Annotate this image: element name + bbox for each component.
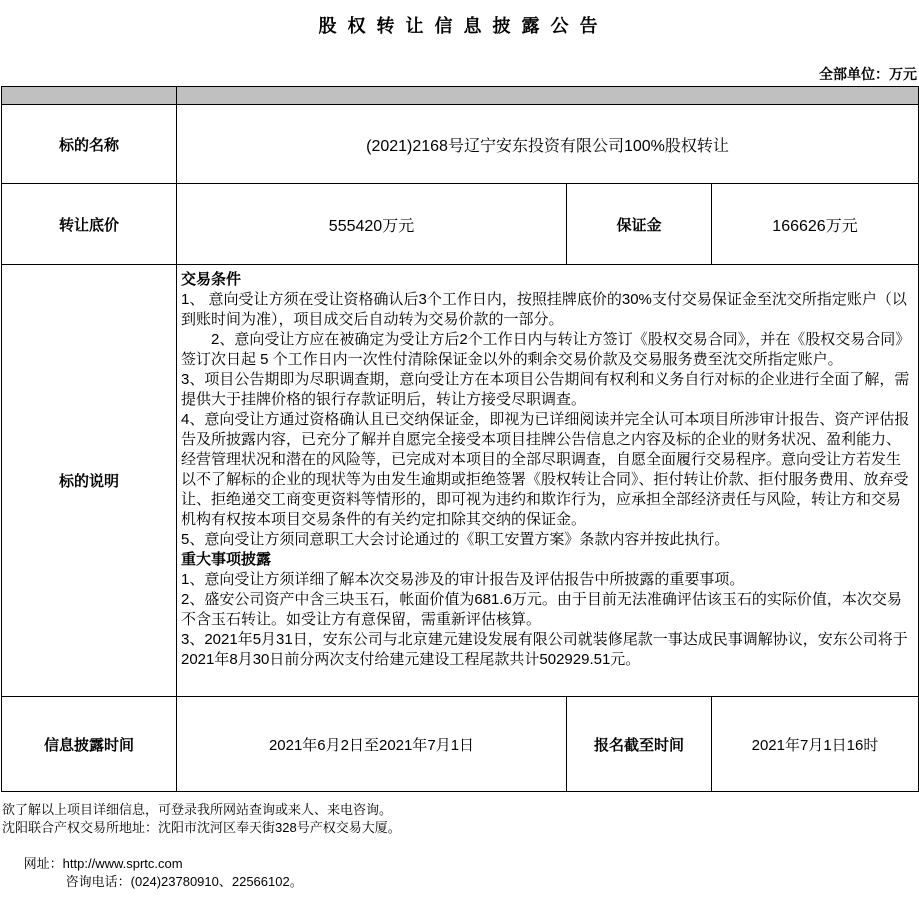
condition-item-4: 4、意向受让方通过资格确认且已交纳保证金，即视为已详细阅读并完全认可本项目所涉审计报告、资产评估报告及所披露内容，已充分了解并自愿完全接受本项目挂牌公告信息之内容及标的企业的财务状况、盈利能力、经营管理状况和潜在的风险等，已完成对本项目的全部尽职调查，自愿全面履行交易程序。意向受让方若发生以不了解标的企业的现状等为由发生逾期或拒绝签署《股权转让合同》、拒付转让价款、拒付服务费用、放弃受让、拒绝递交工商变更资料等情形的，即可视为违约和欺诈行为，应承担全部经济责任与风险，转让方和交易机构有权按本项目交易条件的有关约定扣除其交纳的保证金。 [181,411,910,528]
major-item-2: 2、盛安公司资产中含三块玉石，帐面价值为681.6万元。由于目前无法准确评估该玉石的实际价值，本次交易不含玉石转让。如受让方有意保留，需重新评估核算。 [181,591,902,628]
disclosure-time-value: 2021年6月2日至2021年7月1日 [177,697,567,792]
disclosure-table [1,86,919,792]
announcement-page [0,12,919,889]
condition-item-3: 3、项目公告期即为尽职调查期，意向受让方在本项目公告期间有权利和义务自行对标的企业进行全面了解，需提供大于挂牌价格的银行存款证明后，转让方接受尽职调查。 [181,371,910,408]
time-row [2,697,919,792]
subject-name-row [2,105,919,184]
major-disclosure-heading: 重大事项披露 [181,551,272,568]
major-item-3: 3、2021年5月31日，安东公司与北京建元建设发展有限公司就装修尾款一事达成民事调解协议，安东公司将于2021年8月30日前分两次支付给建元建设工程尾款共计502929.51元。 [181,631,908,668]
footer [2,801,919,909]
unit-note: 全部单位：万元 [819,66,917,82]
deadline-label: 报名截至时间 [567,697,712,792]
trade-conditions-heading: 交易条件 [181,271,242,288]
footer-phone: 咨询电话：(024)23780910、22566102。 [65,874,303,889]
footer-website: 网址：http://www.sprtc.com [23,856,183,871]
condition-item-2: 2、意向受让方应在被确定为受让方后2个工作日内与转让方签订《股权交易合同》，并在《股权交易合同》签订次日起 5 个工作日内一次性付清除保证金以外的剩余交易价款及交易服务费至沈交所指定账户。 [181,331,911,368]
table-header-row [2,87,919,105]
deposit-value: 166626万元 [712,184,919,265]
deadline-value: 2021年7月1日16时 [712,697,919,792]
header-cell-left [2,87,177,105]
major-item-1: 1、意向受让方须详细了解本次交易涉及的审计报告及评估报告中所披露的重要事项。 [181,571,745,588]
subject-description-cell [177,265,919,697]
footer-contact-line [2,837,919,909]
subject-description-label: 标的说明 [2,265,177,697]
subject-name-label: 标的名称 [2,105,177,184]
floor-price-label: 转让底价 [2,184,177,265]
disclosure-time-label: 信息披露时间 [2,697,177,792]
condition-item-5: 5、意向受让方须同意职工大会讨论通过的《职工安置方案》条款内容并按此执行。 [181,531,730,548]
subject-description-row [2,265,919,697]
floor-price-value: 555420万元 [177,184,567,265]
page-title: 股 权 转 让 信 息 披 露 公 告 [318,16,601,36]
subject-name-value: (2021)2168号辽宁安东投资有限公司100%股权转让 [177,105,919,184]
deposit-label: 保证金 [567,184,712,265]
price-deposit-row [2,184,919,265]
condition-item-1: 1、 意向受让方须在受让资格确认后3个工作日内，按照挂牌底价的30%支付交易保证金至沈交所指定账户（以到账时间为准），项目成交后自动转为交易价款的一部分。 [181,291,907,328]
header-cell-right [177,87,919,105]
footer-address-line: 沈阳联合产权交易所地址：沈阳市沈河区奉天街328号产权交易大厦。 [2,820,401,835]
footer-info-line: 欲了解以上项目详细信息，可登录我所网站查询或来人、来电咨询。 [2,802,393,817]
